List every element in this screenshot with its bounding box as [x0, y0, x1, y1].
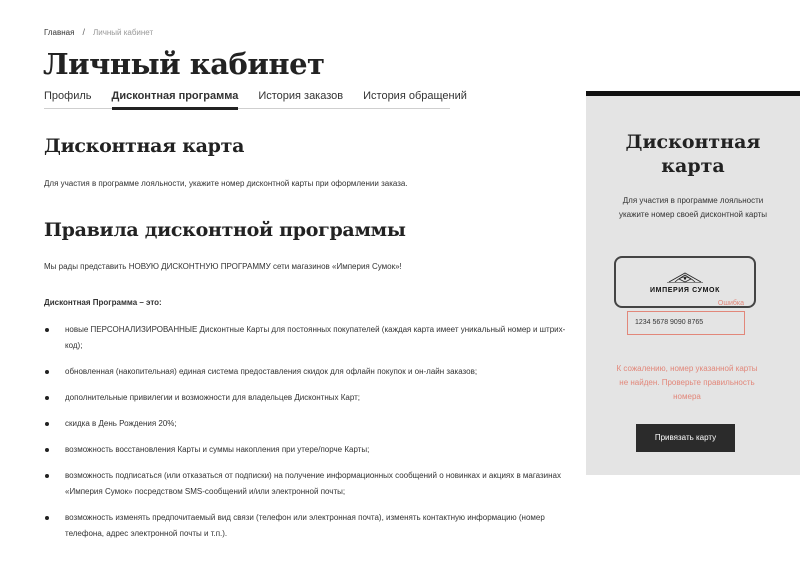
panel-title-line2: карта	[661, 155, 725, 177]
panel-description: Для участия в программе лояльности укажите номер своей дисконтной карты	[618, 196, 768, 219]
tab-order-history[interactable]: История заказов	[258, 90, 344, 102]
bullet-icon	[45, 328, 49, 332]
discount-card-heading: Дисконтная карта	[44, 135, 245, 157]
list-item-text: скидка в День Рождения 20%;	[65, 419, 177, 428]
breadcrumb-current: Личный кабинет	[92, 27, 154, 37]
bullet-icon	[45, 370, 49, 374]
breadcrumb-home-link[interactable]: Главная	[44, 27, 75, 37]
list-item	[44, 322, 574, 354]
discount-card-panel	[586, 91, 800, 475]
list-item	[44, 364, 574, 380]
bag-emblem-icon	[665, 271, 705, 283]
breadcrumb	[44, 27, 153, 37]
error-label: Ошибка	[717, 300, 744, 307]
list-item	[44, 442, 574, 458]
card-logo-text: ИМПЕРИЯ СУМОК	[650, 287, 720, 294]
list-item-text: возможность восстановления Карты и суммы накопления при утере/порче Карты;	[65, 445, 370, 454]
rules-list-label: Дисконтная Программа – это:	[44, 298, 162, 307]
breadcrumb-separator: /	[82, 27, 85, 37]
panel-title	[586, 130, 800, 178]
tab-discount-program[interactable]: Дисконтная программа	[112, 89, 239, 109]
tab-bar	[44, 89, 467, 109]
bullet-icon	[45, 516, 49, 520]
rules-heading: Правила дисконтной программы	[44, 219, 406, 241]
page-title: Личный кабинет	[43, 47, 325, 81]
list-item-text: обновленная (накопительная) единая система предоставления скидок для офлайн покупок и он-лайн заказов;	[65, 367, 478, 376]
list-item	[44, 510, 574, 542]
panel-title-line1: Дисконтная	[625, 131, 761, 153]
list-item-text: возможность изменять предпочитаемый вид связи (телефон или электронная почта), изменять контактную информацию (номер телефона, адрес электронной почты и т.п.).	[65, 513, 545, 538]
tab-requests-history[interactable]: История обращений	[363, 90, 467, 102]
bullet-icon	[45, 448, 49, 452]
bind-card-button[interactable]: Привязать карту	[636, 424, 735, 452]
list-item-text: дополнительные привилегии и возможности для владельцев Дисконтных Карт;	[65, 393, 361, 402]
list-item-text: возможность подписаться (или отказаться от подписки) на получение информационных сообщений о новинках и акциях в магазинах «Империя Сумок» посредством SMS-сообщений и/или электронной почты;	[65, 471, 561, 496]
bullet-icon	[45, 474, 49, 478]
rules-list	[44, 322, 574, 542]
bullet-icon	[45, 422, 49, 426]
bullet-icon	[45, 396, 49, 400]
error-message: К сожалению, номер указанной карты не найден. Проверьте правильность номера	[616, 364, 758, 401]
card-logo	[616, 270, 754, 294]
discount-card-text: Для участия в программе лояльности, укажите номер дисконтной карты при оформлении заказа.	[44, 179, 408, 188]
list-item-text: новые ПЕРСОНАЛИЗИРОВАННЫЕ Дисконтные Карты для постоянных покупателей (каждая карта имеет уникальный номер и штрих-код);	[65, 325, 566, 350]
rules-intro: Мы рады представить НОВУЮ ДИСКОНТНУЮ ПРОГРАММУ сети магазинов «Империя Сумок»!	[44, 262, 402, 271]
list-item	[44, 390, 574, 406]
card-number-input[interactable]: 1234 5678 9090 8765	[627, 311, 745, 335]
list-item	[44, 468, 574, 500]
list-item	[44, 416, 574, 432]
tab-profile[interactable]: Профиль	[44, 90, 92, 102]
